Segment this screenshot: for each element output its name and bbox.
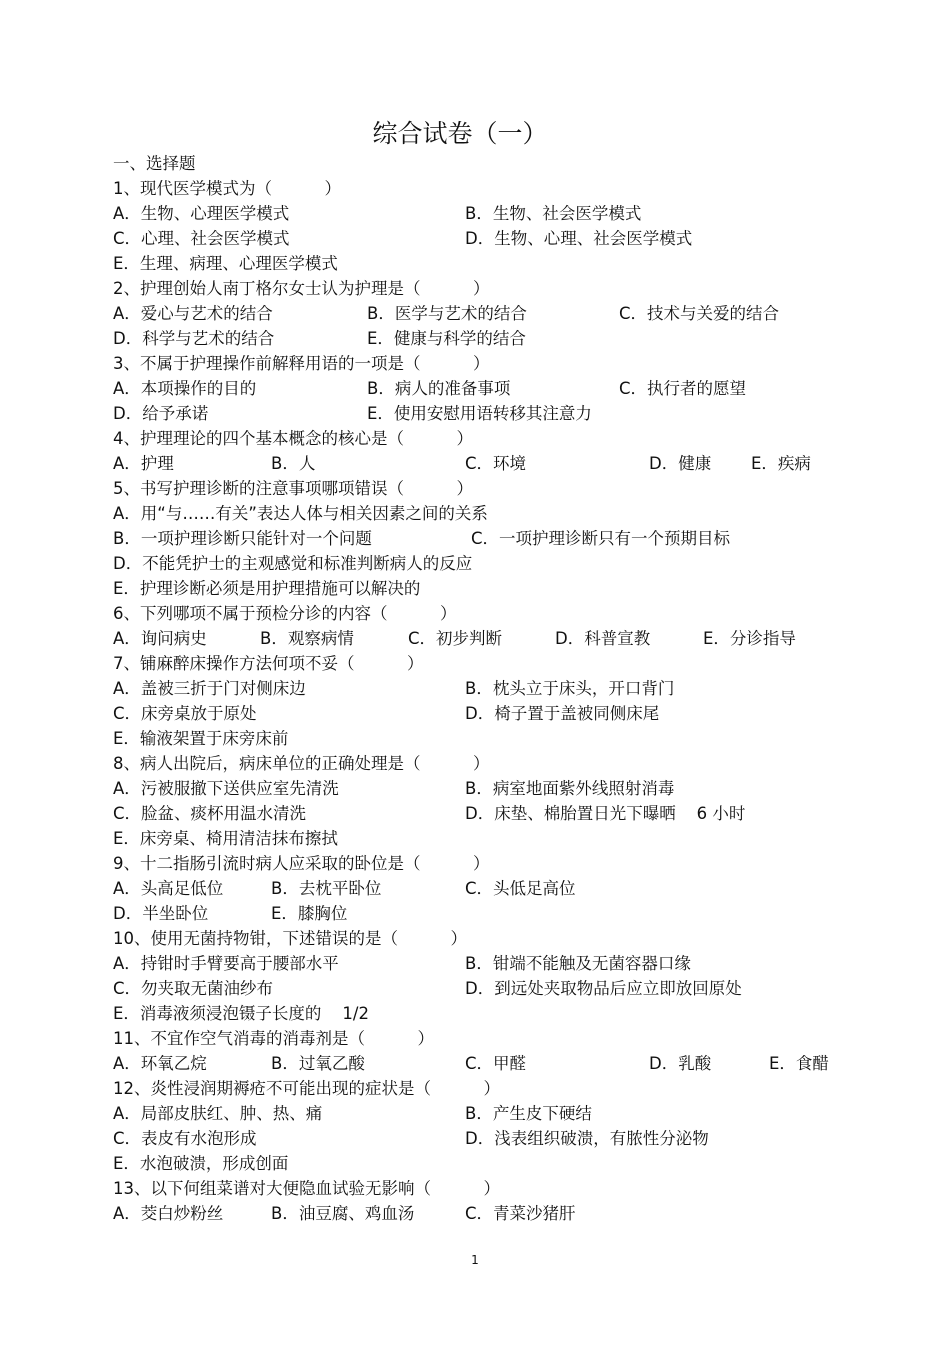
- option: A．本项操作的目的: [113, 379, 257, 398]
- option: E．分诊指导: [703, 629, 796, 648]
- option: D．乳酸: [649, 1054, 712, 1073]
- option-row: [113, 1101, 592, 1126]
- option: A．持钳时手臂要高于腰部水平: [113, 954, 339, 973]
- question-stem: 12、炎性浸润期褥疮不可能出现的症状是（ ）: [113, 1079, 500, 1098]
- option: A．环氧乙烷: [113, 1054, 207, 1073]
- option: D．床垫、棉胎置日光下曝晒 6 小时: [465, 804, 746, 823]
- option: B．油豆腐、鸡血汤: [271, 1204, 415, 1223]
- option-row: [113, 1151, 289, 1176]
- question-stem: 3、不属于护理操作前解释用语的一项是（ ）: [113, 354, 490, 373]
- option: A．用“与……有关”表达人体与相关因素之间的关系: [113, 504, 488, 523]
- option: E．消毒液须浸泡镊子长度的 1/2: [113, 1004, 369, 1023]
- option: B．观察病情: [260, 629, 354, 648]
- question-stem: 10、使用无菌持物钳，下述错误的是（ ）: [113, 929, 467, 948]
- option-row: [113, 226, 693, 251]
- option: C．床旁桌放于原处: [113, 704, 257, 723]
- option: C．一项护理诊断只有一个预期目标: [471, 529, 731, 548]
- option-row: [113, 401, 592, 426]
- option: D．科学与艺术的结合: [113, 329, 275, 348]
- option: A．头高足低位: [113, 879, 224, 898]
- option: D．到远处夹取物品后应立即放回原处: [465, 979, 742, 998]
- option: B．病室地面紫外线照射消毒: [465, 779, 675, 798]
- question-stem: 9、十二指肠引流时病人应采取的卧位是（ ）: [113, 854, 490, 873]
- option: A．局部皮肤红、肿、热、痛: [113, 1104, 323, 1123]
- option: E．膝胸位: [271, 904, 348, 923]
- option: B．医学与艺术的结合: [367, 304, 527, 323]
- page-number: 1: [471, 1253, 479, 1267]
- option: D．生物、心理、社会医学模式: [465, 229, 693, 248]
- option-row: [113, 826, 338, 851]
- option-row: [113, 801, 746, 826]
- question-stem: 5、书写护理诊断的注意事项哪项错误（ ）: [113, 479, 473, 498]
- option-row: [113, 501, 488, 526]
- option: C．执行者的愿望: [619, 379, 747, 398]
- option: B．生物、社会医学模式: [465, 204, 642, 223]
- option: E．疾病: [751, 454, 811, 473]
- option: D．不能凭护士的主观感觉和标准判断病人的反应: [113, 554, 473, 573]
- option: B．过氧乙酸: [271, 1054, 365, 1073]
- question-stem: 6、下列哪项不属于预检分诊的内容（ ）: [113, 604, 457, 623]
- option: B．一项护理诊断只能针对一个问题: [113, 529, 372, 548]
- option: A．茭白炒粉丝: [113, 1204, 224, 1223]
- option: B．枕头立于床头，开口背门: [465, 679, 675, 698]
- option-row: [113, 576, 421, 601]
- option: A．生物、心理医学模式: [113, 204, 290, 223]
- option-row: [113, 251, 338, 276]
- question-stem: 11、不宜作空气消毒的消毒剂是（ ）: [113, 1029, 434, 1048]
- option: B．人: [271, 454, 316, 473]
- option-row: [113, 301, 780, 326]
- question-stem: 13、以下何组菜谱对大便隐血试验无影响（ ）: [113, 1179, 500, 1198]
- option-row: [113, 1126, 709, 1151]
- option: D．科普宣教: [555, 629, 651, 648]
- option-row: [113, 1201, 576, 1226]
- option-row: [113, 1001, 369, 1026]
- option: A．盖被三折于门对侧床边: [113, 679, 306, 698]
- option-row: [113, 326, 526, 351]
- page-title: 综合试卷（一）: [372, 119, 548, 148]
- option: D．健康: [649, 454, 712, 473]
- option: C．甲醛: [465, 1054, 527, 1073]
- option: E．床旁桌、椅用清洁抹布擦拭: [113, 829, 338, 848]
- option: B．病人的准备事项: [367, 379, 511, 398]
- option-row: [113, 201, 642, 226]
- option: B．去枕平卧位: [271, 879, 382, 898]
- option-row: [113, 701, 660, 726]
- option-row: [113, 626, 796, 651]
- option: A．污被服撤下送供应室先清洗: [113, 779, 339, 798]
- option: D．给予承诺: [113, 404, 209, 423]
- option-row: [113, 526, 731, 551]
- option: C．脸盆、痰杯用温水清洗: [113, 804, 307, 823]
- option: C．青菜沙猪肝: [465, 1204, 576, 1223]
- option: E．食醋: [769, 1054, 829, 1073]
- question-stem: 4、护理理论的四个基本概念的核心是（ ）: [113, 429, 473, 448]
- section-heading: 一、选择题: [113, 154, 196, 173]
- option: C．头低足高位: [465, 879, 576, 898]
- option: E．生理、病理、心理医学模式: [113, 254, 338, 273]
- option: E．水泡破溃，形成创面: [113, 1154, 289, 1173]
- option-row: [113, 676, 675, 701]
- question-stem: 8、病人出院后，病床单位的正确处理是（ ）: [113, 754, 490, 773]
- option: A．爱心与艺术的结合: [113, 304, 273, 323]
- option-row: [113, 726, 289, 751]
- option-row: [113, 376, 747, 401]
- option-row: [113, 776, 675, 801]
- option-row: [113, 976, 742, 1001]
- option-row: [113, 876, 576, 901]
- option: D．半坐卧位: [113, 904, 209, 923]
- option: E．使用安慰用语转移其注意力: [367, 404, 592, 423]
- option: D．椅子置于盖被同侧床尾: [465, 704, 660, 723]
- option: C．勿夹取无菌油纱布: [113, 979, 274, 998]
- question-stem: 2、护理创始人南丁格尔女士认为护理是（ ）: [113, 279, 490, 298]
- option: D．浅表组织破溃，有脓性分泌物: [465, 1129, 709, 1148]
- option-row: [113, 951, 691, 976]
- option-row: [113, 451, 811, 476]
- option: A．护理: [113, 454, 174, 473]
- option: C．环境: [465, 454, 527, 473]
- option: B．产生皮下硬结: [465, 1104, 592, 1123]
- option: E．护理诊断必须是用护理措施可以解决的: [113, 579, 421, 598]
- question-stem: 1、现代医学模式为（ ）: [113, 179, 341, 198]
- option: B．钳端不能触及无菌容器口缘: [465, 954, 691, 973]
- option-row: [113, 901, 348, 926]
- option: C．技术与关爱的结合: [619, 304, 780, 323]
- option: E．输液架置于床旁床前: [113, 729, 289, 748]
- option-row: [113, 1051, 829, 1076]
- question-stem: 7、铺麻醉床操作方法何项不妥（ ）: [113, 654, 424, 673]
- option: C．心理、社会医学模式: [113, 229, 290, 248]
- option: C．表皮有水泡形成: [113, 1129, 257, 1148]
- option: A．询问病史: [113, 629, 207, 648]
- option: E．健康与科学的结合: [367, 329, 526, 348]
- option-row: [113, 551, 473, 576]
- option: C．初步判断: [408, 629, 503, 648]
